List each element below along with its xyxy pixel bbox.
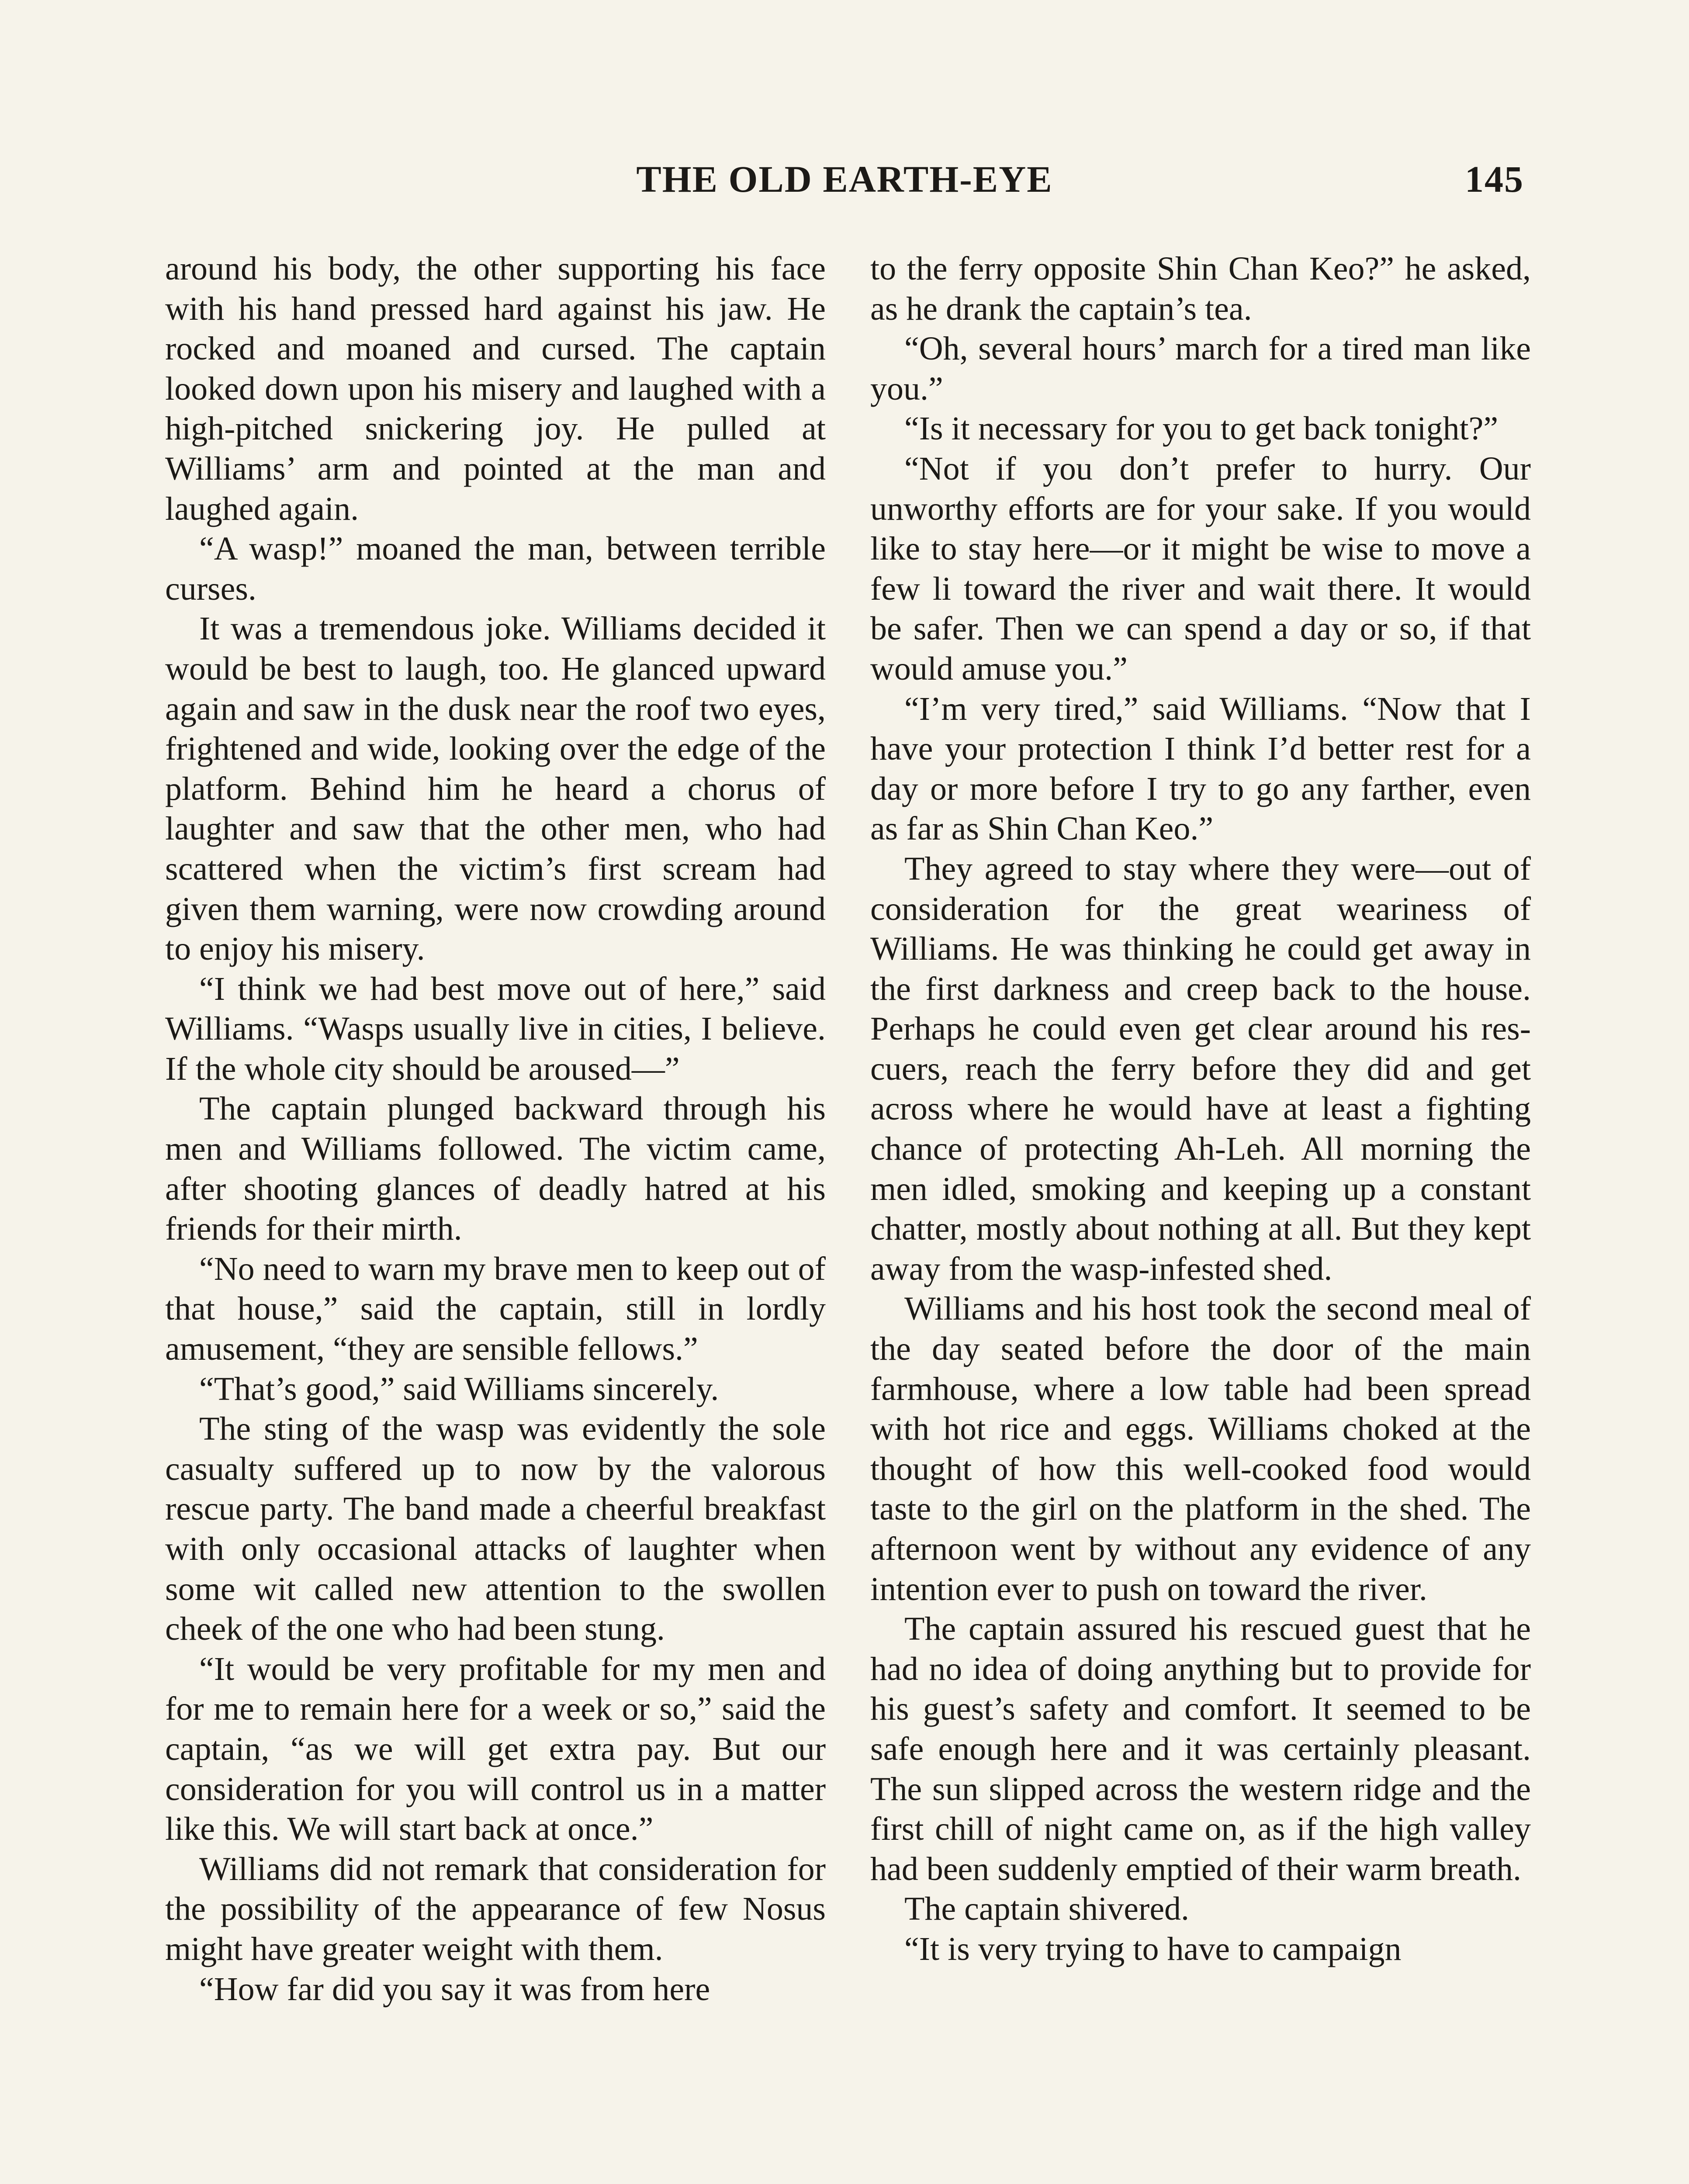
paragraph: The captain assured his rescued guest that he had no idea of doing anything but to provide for his guest’s safety and comfort. It seemed to be safe enough here and it was certainly pleasant. The sun slipped across the western ridge and the first chill of night came on, as if the high valley had been suddenly emptied of their warm breath. xyxy=(870,1610,1531,1887)
paragraph: “I’m very tired,” said Williams. “Now that I have your protection I think I’d better rest for a day or more before I try to go any farther, even as far as Shin Chan Keo.” xyxy=(870,690,1531,847)
paragraph: “Is it necessary for you to get back tonight?” xyxy=(904,410,1499,447)
left-column xyxy=(165,249,826,2009)
paragraph: It was a tremendous joke. Williams decided it would be best to laugh, too. He glanced upward again and saw in the dusk near the roof two eyes, frightened and wide, looking over the edge of the platform. Behind him he heard a chorus of laughter and saw that the other men, who had scattered when the victim’s first scream had given them warning, were now crowding around to enjoy his misery. xyxy=(165,610,826,968)
right-column xyxy=(870,249,1531,1970)
paragraph: “I think we had best move out of here,” said Williams. “Wasps usually live in cities, I believe. If the whole city should be aroused—” xyxy=(165,970,826,1087)
paragraph: “No need to warn my brave men to keep out of that house,” said the captain, still in lordly amusement, “they are sensible fellows.” xyxy=(165,1250,826,1368)
paragraph: “That’s good,” said Williams sincerely. xyxy=(199,1370,719,1407)
paragraph: The captain shivered. xyxy=(904,1890,1190,1928)
paragraph: “It would be very profitable for my men and for me to remain here for a week or so,” said the captain, “as we will get extra pay. But our consideration for you will control us in a matter like this. We will start back at once.” xyxy=(165,1650,826,1848)
paragraph: “How far did you say it was from here xyxy=(199,1970,710,2008)
running-header xyxy=(165,157,1524,210)
paragraph: Williams did not remark that consideration for the possibility of the appearance of few Nosus might have greater weight with them. xyxy=(165,1850,826,1967)
paragraph: “A wasp!” moaned the man, between terrible curses. xyxy=(165,530,826,607)
page-number: 145 xyxy=(1465,158,1524,200)
paragraph: Williams and his host took the second meal of the day seated before the door of the main farmhouse, where a low table had been spread with hot rice and eggs. Williams choked at the thought of how this well-cooked food would taste to the girl on the platform in the shed. The afternoon went by without any evidence of any intention ever to push on toward the river. xyxy=(870,1290,1531,1607)
paragraph: “Not if you don’t prefer to hurry. Our unworthy efforts are for your sake. If you would like to stay here—or it might be wise to move a few li toward the river and wait there. It would be safer. Then we can spend a day or so, if that would amuse you.” xyxy=(870,450,1531,687)
paragraph: around his body, the other supporting his face with his hand pressed hard against his jaw. He rocked and moaned and cursed. The captain looked down upon his misery and laughed with a high-pitched snickering joy. He pulled at Williams’ arm and pointed at the man and laughed again. xyxy=(165,250,826,527)
paragraph: They agreed to stay where they were—out of consideration for the great weariness of Williams. He was thinking he could get away in the first darkness and creep back to the house. Perhaps he could even get clear around his rescuers, reach the ferry before they did and get across where he would have at least a fighting chance of protecting Ah-Leh. All morning the men idled, smoking and keeping up a constant chatter, mostly about nothing at all. But they kept away from the wasp-infested shed. xyxy=(870,850,1531,1287)
paragraph: to the ferry opposite Shin Chan Keo?” he asked, as he drank the captain’s tea. xyxy=(870,250,1531,327)
running-title: THE OLD EARTH-EYE xyxy=(636,158,1053,200)
paragraph: The sting of the wasp was evidently the sole casualty suffered up to now by the valorous rescue party. The band made a cheerful breakfast with only occasional attacks of laughter when some wit called new attention to the swollen cheek of the one who had been stung. xyxy=(165,1410,826,1648)
paragraph: “Oh, several hours’ march for a tired man like you.” xyxy=(870,330,1531,407)
paragraph: The captain plunged backward through his men and Williams followed. The victim came, after shooting glances of deadly hatred at his friends for their mirth. xyxy=(165,1090,826,1248)
paragraph: “It is very trying to have to campaign xyxy=(904,1930,1402,1967)
